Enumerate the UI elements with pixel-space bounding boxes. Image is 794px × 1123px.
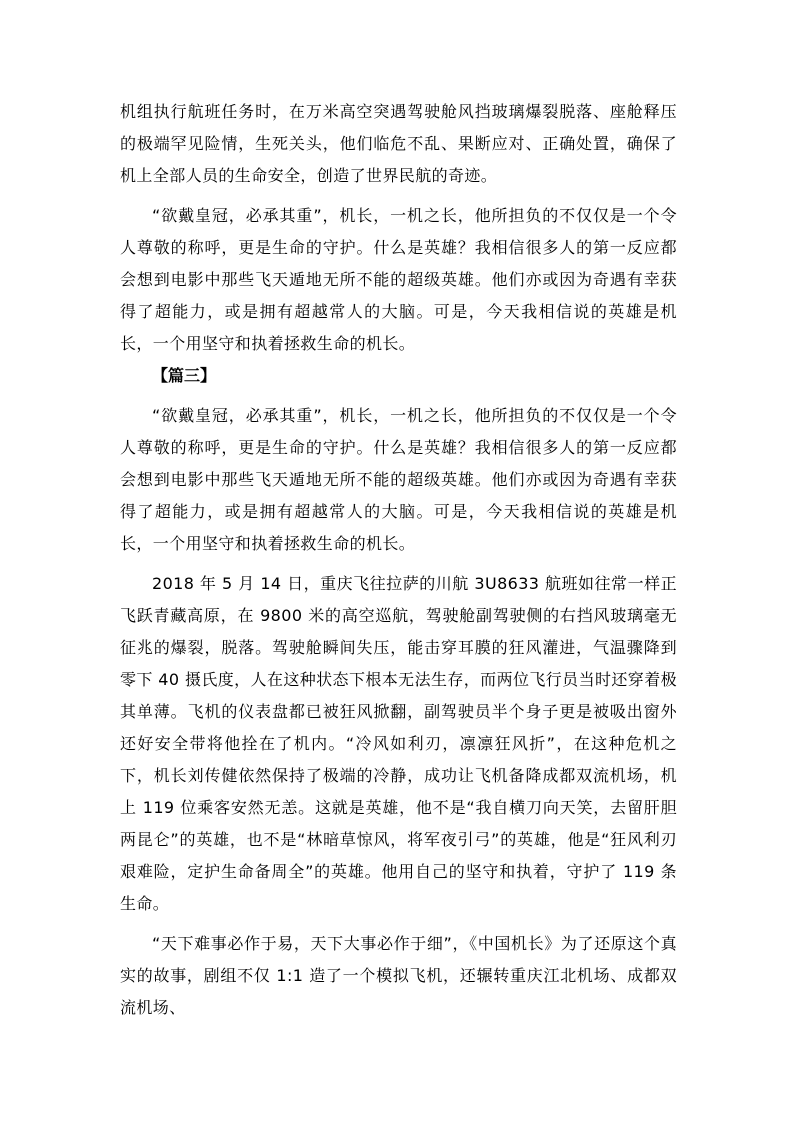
paragraph-crew-miracle: 机组执行航班任务时，在万米高空突遇驾驶舱风挡玻璃爆裂脱落、座舱释压的极端罕见险情，生死关头，他们临危不乱、果断应对、正确处置，确保了机上全部人员的生命安全，创造了世界民航的奇迹。 <box>120 102 677 185</box>
paragraph-flight-incident: 2018 年 5 月 14 日，重庆飞往拉萨的川航 3U8633 航班如往常一样正飞跃青藏高原，在 9800 米的高空巡航，驾驶舱副驾驶侧的右挡风玻璃毫无征兆的爆裂，脱落。驾驶舱瞬间失压，能击穿耳膜的狂风灌进，气温骤降到零下 40 摄氏度，人在这种状态下根本无法生存，而两位飞行员当时还穿着极其单薄。飞机的仪表盘都已被狂风掀翻，副驾驶员半个身子更是被吸出窗外还好安全带将他拴在了机内。“冷风如利刃，凛凛狂风折”，在这种危机之下，机长刘传健依然保持了极端的冷静，成功让飞机备降成都双流机场，机上 119 位乘客安然无恙。这就是英雄，他不是“我自横刀向天笑，去留肝胆两昆仑”的英雄，也不是“林暗草惊风，将军夜引弓”的英雄，他是“狂风利刃艰难险，定护生命备周全”的英雄。他用自己的坚守和执着，守护了 119 条生命。 <box>120 574 677 913</box>
paragraph-film-production: “天下难事必作于易，天下大事必作于细”，《中国机长》为了还原这个真实的故事，剧组不仅 1:1 造了一个模拟飞机，还辗转重庆江北机场、成都双流机场、 <box>120 934 677 1017</box>
paragraph-captain-hero: “欲戴皇冠，必承其重”，机长，一机之长，他所担负的不仅仅是一个令人尊敬的称呼，更是生命的守护。什么是英雄？我相信很多人的第一反应都会想到电影中那些飞天遁地无所不能的超级英雄。他们亦或因为奇遇有幸获得了超能力，或是拥有超越常人的大脑。可是，今天我相信说的英雄是机长，一个用坚守和执着拯救生命的机长。 <box>120 206 677 353</box>
section-heading: 【篇三】 <box>152 366 217 385</box>
paragraph-captain-hero-repeat: “欲戴皇冠，必承其重”，机长，一机之长，他所担负的不仅仅是一个令人尊敬的称呼，更是生命的守护。什么是英雄？我相信很多人的第一反应都会想到电影中那些飞天遁地无所不能的超级英雄。他们亦或因为奇遇有幸获得了超能力，或是拥有超越常人的大脑。可是，今天我相信说的英雄是机长，一个用坚守和执着拯救生命的机长。 <box>120 406 677 553</box>
document-page <box>120 96 677 1024</box>
